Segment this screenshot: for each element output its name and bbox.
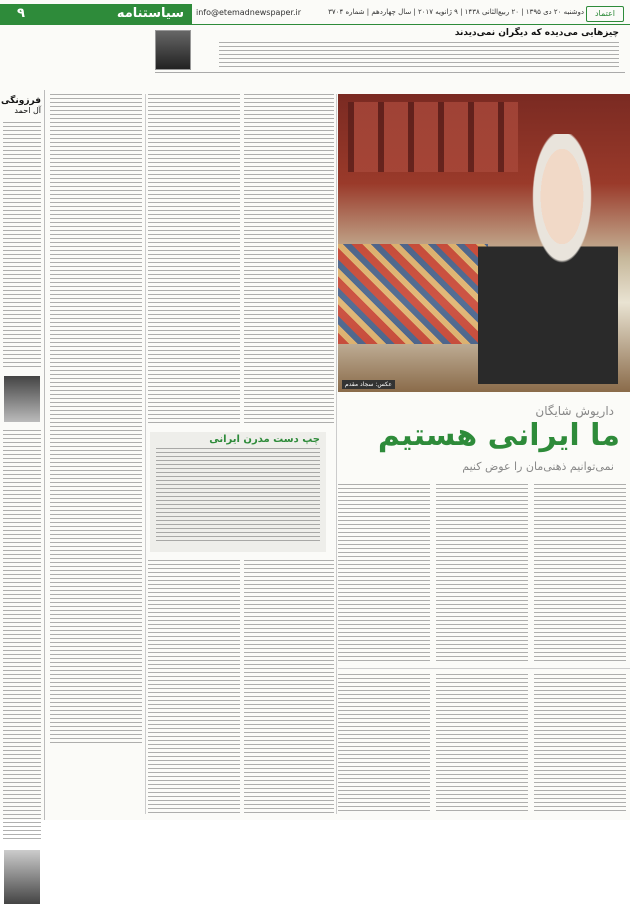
column-text-2 — [3, 430, 41, 840]
body-column-3 — [244, 94, 334, 424]
article-kicker: داریوش شایگان — [535, 404, 614, 418]
photo-sofa — [338, 244, 488, 344]
dateline: دوشنبه ۲۰ دی ۱۳۹۵ | ۲۰ ربیع‌الثانی ۱۴۳۸ | ۹ ژانویه ۲۰۱۷ | سال چهاردهم | شماره ۳۷۰۴ — [328, 8, 584, 16]
photo-person — [478, 134, 618, 384]
quote-box — [155, 28, 625, 73]
author-portrait-2 — [4, 850, 40, 904]
body-column-5 — [244, 560, 334, 815]
body-column-2 — [148, 94, 240, 424]
photo-caption: عکس: سجاد مقدم — [342, 380, 395, 389]
hero-photo — [338, 94, 630, 392]
article-subhead: نمی‌توانیم ذهنی‌مان را عوض کنیم — [462, 460, 614, 473]
body-column-4 — [148, 560, 240, 815]
article-column-3 — [534, 484, 626, 664]
article-column-5 — [436, 674, 528, 814]
article-column-1 — [338, 484, 430, 664]
author-portrait — [4, 376, 40, 422]
article-column-4 — [338, 674, 430, 814]
quote-text — [219, 42, 619, 70]
newspaper-logo: اعتماد — [586, 6, 624, 22]
column-strip — [0, 90, 45, 820]
column-text-1 — [3, 122, 41, 367]
page-number: ۹ — [0, 4, 42, 24]
email-address: info@etemadnewspaper.ir — [196, 8, 302, 17]
sidebar-text — [156, 448, 320, 544]
column-title: فرزونگی — [1, 96, 41, 106]
quote-photo — [155, 30, 191, 70]
sidebar-title: چپ دست مدرن ایرانی — [209, 434, 320, 445]
page-header — [0, 0, 630, 25]
column-author: آل احمد — [14, 106, 41, 115]
article-headline: ما ایرانی هستیم — [377, 418, 620, 453]
sidebar-box — [150, 432, 326, 552]
column-divider — [336, 94, 337, 814]
section-title: سیاستنامه — [42, 4, 192, 24]
divider — [338, 668, 630, 669]
article-column-2 — [436, 484, 528, 664]
article-column-6 — [534, 674, 626, 814]
body-column-1 — [50, 94, 142, 744]
quote-title: چیزهایی می‌دیده که دیگران نمی‌دیدند — [454, 28, 619, 38]
column-divider — [145, 94, 146, 814]
